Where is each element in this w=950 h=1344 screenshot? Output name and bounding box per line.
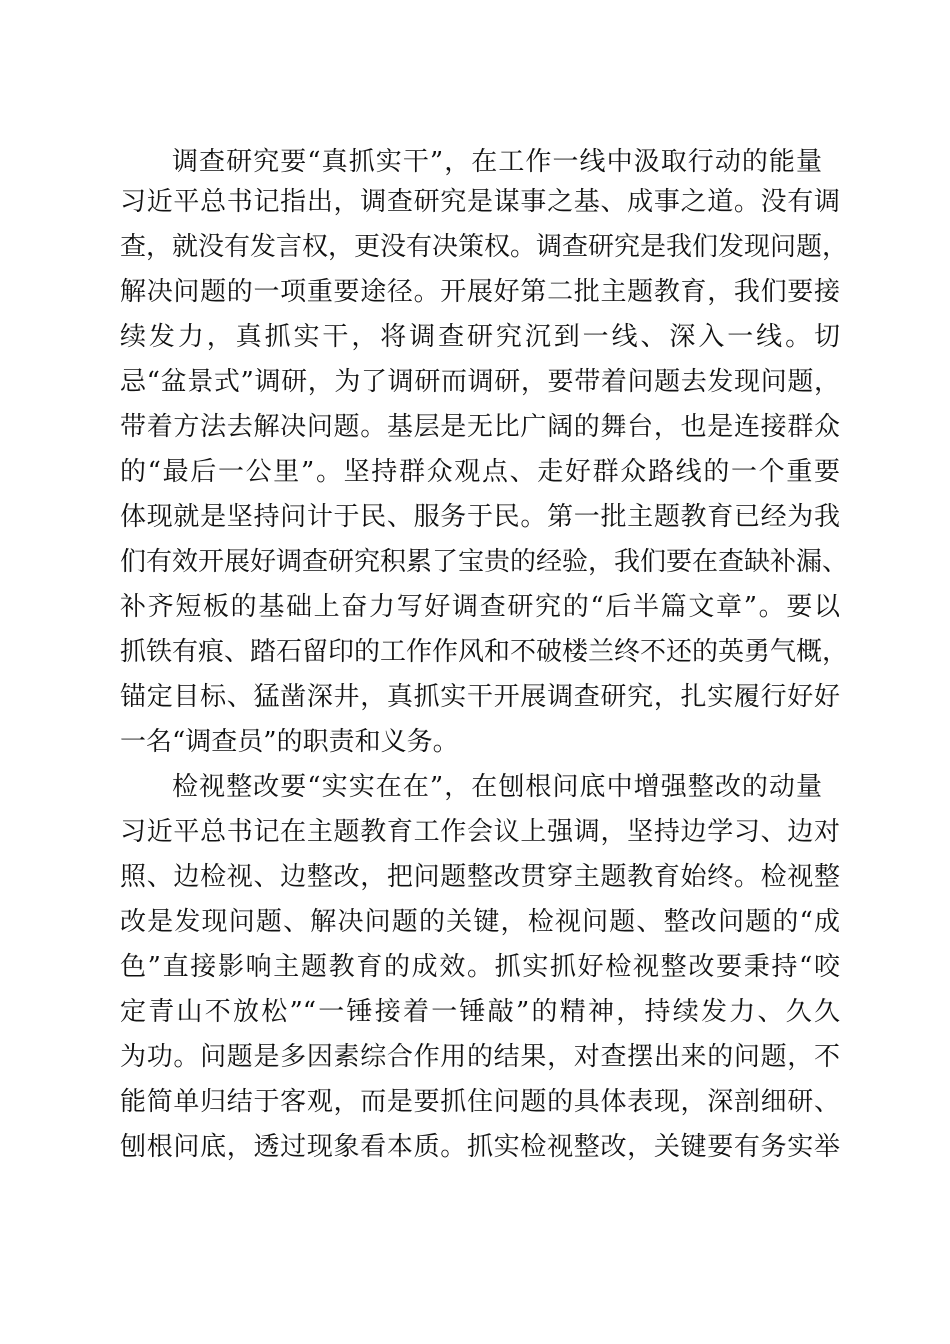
text-line: 带着方法去解决问题。基层是无比广阔的舞台，也是连接群众 bbox=[120, 412, 840, 442]
text-line: 习近平总书记指出，调查研究是谋事之基、成事之道。没有调 bbox=[120, 187, 840, 217]
text-line: 查，就没有发言权，更没有决策权。调查研究是我们发现问题， bbox=[120, 232, 849, 262]
text-line: 照、边检视、边整改，把问题整改贯穿主题教育始终。检视整 bbox=[120, 862, 840, 892]
text-line: 抓铁有痕、踏石留印的工作作风和不破楼兰终不还的英勇气概， bbox=[120, 637, 849, 667]
text-line: 解决问题的一项重要途径。开展好第二批主题教育，我们要接 bbox=[120, 277, 840, 307]
text-line: 锚定目标、猛凿深井，真抓实干开展调查研究，扎实履行好好 bbox=[120, 682, 840, 712]
text-line: 改是发现问题、解决问题的关键，检视问题、整改问题的“成 bbox=[120, 907, 840, 937]
text-line: 补齐短板的基础上奋力写好调查研究的“后半篇文章”。要以 bbox=[120, 592, 840, 622]
text-line: 忌“盆景式”调研，为了调研而调研，要带着问题去发现问题， bbox=[120, 367, 840, 397]
section-heading-1: 调查研究要“真抓实干”，在工作一线中汲取行动的能量 bbox=[172, 147, 822, 177]
text-line: 一名“调查员”的职责和义务。 bbox=[120, 727, 459, 757]
text-line: 色”直接影响主题教育的成效。抓实抓好检视整改要秉持“咬 bbox=[120, 952, 840, 982]
text-line: 体现就是坚持问计于民、服务于民。第一批主题教育已经为我 bbox=[120, 502, 840, 532]
text-line: 习近平总书记在主题教育工作会议上强调，坚持边学习、边对 bbox=[120, 817, 840, 847]
text-line: 为功。问题是多因素综合作用的结果，对查摆出来的问题，不 bbox=[120, 1042, 840, 1072]
text-line: 们有效开展好调查研究积累了宝贵的经验，我们要在查缺补漏、 bbox=[120, 547, 849, 577]
section-heading-2: 检视整改要“实实在在”，在刨根问底中增强整改的动量 bbox=[172, 772, 822, 802]
text-line: 刨根问底，透过现象看本质。抓实检视整改，关键要有务实举 bbox=[120, 1132, 840, 1162]
text-line: 能简单归结于客观，而是要抓住问题的具体表现，深剖细研、 bbox=[120, 1087, 840, 1117]
text-line: 的“最后一公里”。坚持群众观点、走好群众路线的一个重要 bbox=[120, 457, 840, 487]
text-line: 续发力，真抓实干，将调查研究沉到一线、深入一线。切 bbox=[120, 322, 840, 352]
text-line: 定青山不放松”“一锤接着一锤敲”的精神，持续发力、久久 bbox=[120, 997, 840, 1027]
